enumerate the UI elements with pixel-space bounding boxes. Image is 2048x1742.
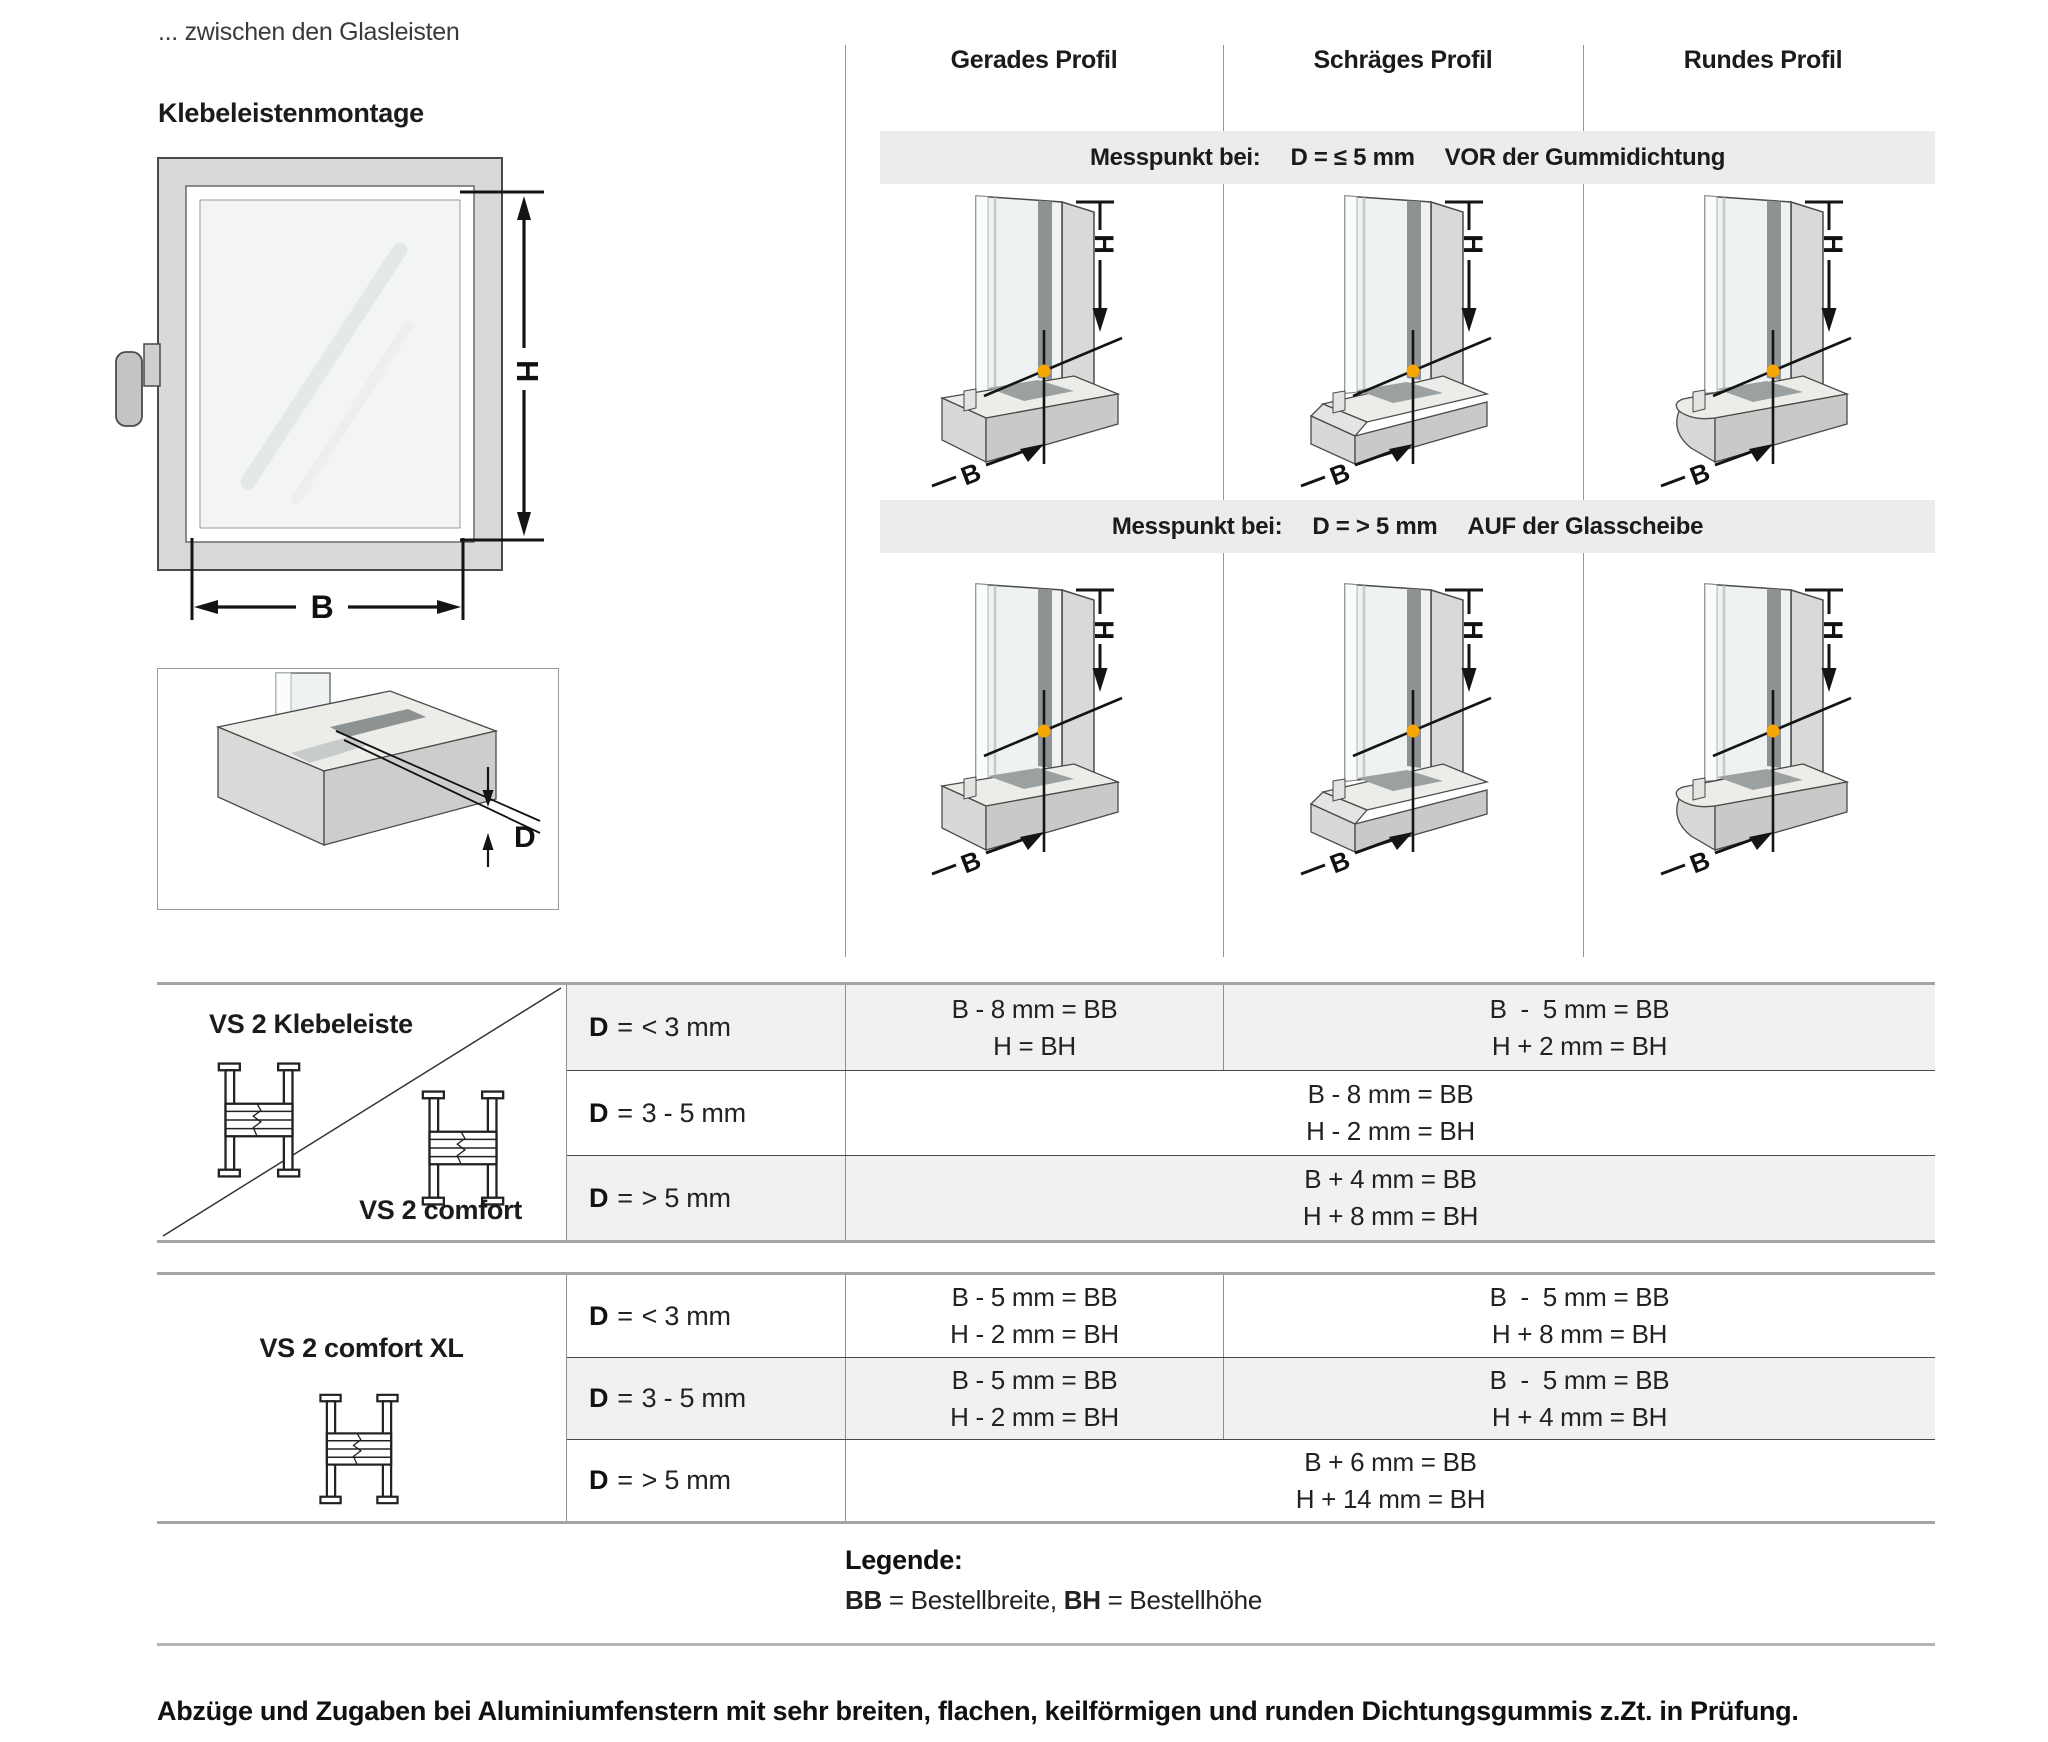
h-dim-label: H xyxy=(510,359,545,383)
measuring-point-dot xyxy=(1767,365,1780,378)
banner-condition: D = ≤ 5 mm xyxy=(1290,143,1415,171)
profile-diagram-schraeg-auf-glasscheibe xyxy=(1293,580,1513,880)
column-header-rundes-profil: Rundes Profil xyxy=(1683,46,1843,74)
profile-diagram-schraeg-vor-gummidichtung xyxy=(1293,192,1513,492)
window-front-diagram xyxy=(110,140,590,645)
formula-cell-gerades: B - 5 mm = BB H - 2 mm = BH xyxy=(846,1275,1224,1357)
profile-diagram-gerade-vor-gummidichtung xyxy=(924,192,1144,492)
measuring-point-dot xyxy=(1038,365,1051,378)
profile-diagram-rund-auf-glasscheibe xyxy=(1653,580,1873,880)
column-header-gerades-profil: Gerades Profil xyxy=(950,46,1118,74)
sill-block xyxy=(218,691,496,845)
table-row xyxy=(567,1357,1935,1439)
product-name-vs2-comfort: VS 2 comfort xyxy=(359,1195,522,1225)
page-note: ... zwischen den Glasleisten xyxy=(158,18,460,46)
measuring-point-dot xyxy=(1407,365,1420,378)
d-range-cell: D = > 5 mm xyxy=(567,1156,846,1240)
formula-cell-gerades: B - 8 mm = BB H = BH xyxy=(846,985,1224,1070)
gasket-profile-icon xyxy=(419,1089,507,1207)
table-row xyxy=(567,1275,1935,1357)
table-row xyxy=(567,1070,1935,1155)
d-range-cell: D = < 3 mm xyxy=(567,985,846,1070)
table-row xyxy=(567,1155,1935,1240)
gap-detail-diagram xyxy=(158,669,558,909)
measuring-point-dot xyxy=(1407,725,1420,738)
formula-cell-schraeg-rund: B - 5 mm = BB H + 4 mm = BH xyxy=(1489,1364,1670,1432)
table-row xyxy=(567,985,1935,1070)
b-dim-label: B xyxy=(310,589,334,625)
measuring-point-banner-1 xyxy=(880,131,1935,184)
panel-divider xyxy=(845,45,846,957)
banner-location: AUF der Glasscheibe xyxy=(1467,512,1704,540)
footer-note: Abzüge und Zugaben bei Aluminiumfenstern mit sehr breiten, flachen, keilförmigen und runden Dichtungsgummis z.Zt. in Prüfung. xyxy=(157,1696,1799,1726)
profile-diagram-gerade-auf-glasscheibe xyxy=(924,580,1144,880)
formula-cell-all-profiles: B + 4 mm = BB H + 8 mm = BH xyxy=(1302,1164,1479,1231)
product-cell xyxy=(157,1275,567,1521)
banner-condition: D = > 5 mm xyxy=(1312,512,1438,540)
product-cell xyxy=(157,985,567,1240)
formula-cell-schraeg-rund: B - 5 mm = BB H + 8 mm = BH xyxy=(1489,1282,1670,1349)
gasket-profile-icon xyxy=(215,1061,303,1179)
product-name-vs2-klebeleiste: VS 2 Klebeleiste xyxy=(209,1009,413,1039)
table-row xyxy=(567,1439,1935,1521)
d-range-cell: D = 3 - 5 mm xyxy=(567,1358,846,1439)
banner-location: VOR der Gummidichtung xyxy=(1444,143,1726,171)
deduction-table-vs2 xyxy=(157,982,1935,1243)
gap-detail-diagram-box xyxy=(157,668,559,910)
d-range-cell: D = 3 - 5 mm xyxy=(567,1071,846,1155)
formula-cell-all-profiles: B - 8 mm = BB H - 2 mm = BH xyxy=(1306,1079,1475,1146)
d-range-cell: D = > 5 mm xyxy=(567,1440,846,1521)
section-title-klebeleistenmontage: Klebeleistenmontage xyxy=(158,98,424,128)
measuring-point-banner-2 xyxy=(880,500,1935,553)
d-dim-label: D xyxy=(514,821,536,854)
legend xyxy=(845,1540,1262,1620)
legend-definitions: BB = Bestellbreite, BH = Bestellhöhe xyxy=(845,1585,1262,1615)
product-name-vs2-comfort-xl: VS 2 comfort XL xyxy=(259,1333,464,1363)
deduction-table-vs2-comfort-xl xyxy=(157,1272,1935,1524)
formula-cell-schraeg-rund: B - 5 mm = BB H + 2 mm = BH xyxy=(1489,993,1670,1061)
banner-label: Messpunkt bei: xyxy=(1089,143,1261,171)
measuring-point-dot xyxy=(1038,725,1051,738)
legend-title: Legende: xyxy=(845,1545,963,1575)
column-header-schraeges-profil: Schräges Profil xyxy=(1313,46,1493,74)
gasket-profile-icon xyxy=(315,1393,403,1505)
formula-cell-gerades: B - 5 mm = BB H - 2 mm = BH xyxy=(846,1358,1224,1439)
window-handle-icon xyxy=(116,344,160,426)
formula-cell-all-profiles: B + 6 mm = BB H + 14 mm = BH xyxy=(1295,1446,1486,1514)
banner-label: Messpunkt bei: xyxy=(1111,512,1283,540)
divider-rule xyxy=(157,1643,1935,1646)
measuring-point-dot xyxy=(1767,725,1780,738)
d-range-cell: D = < 3 mm xyxy=(567,1275,846,1357)
profile-diagram-rund-vor-gummidichtung xyxy=(1653,192,1873,492)
